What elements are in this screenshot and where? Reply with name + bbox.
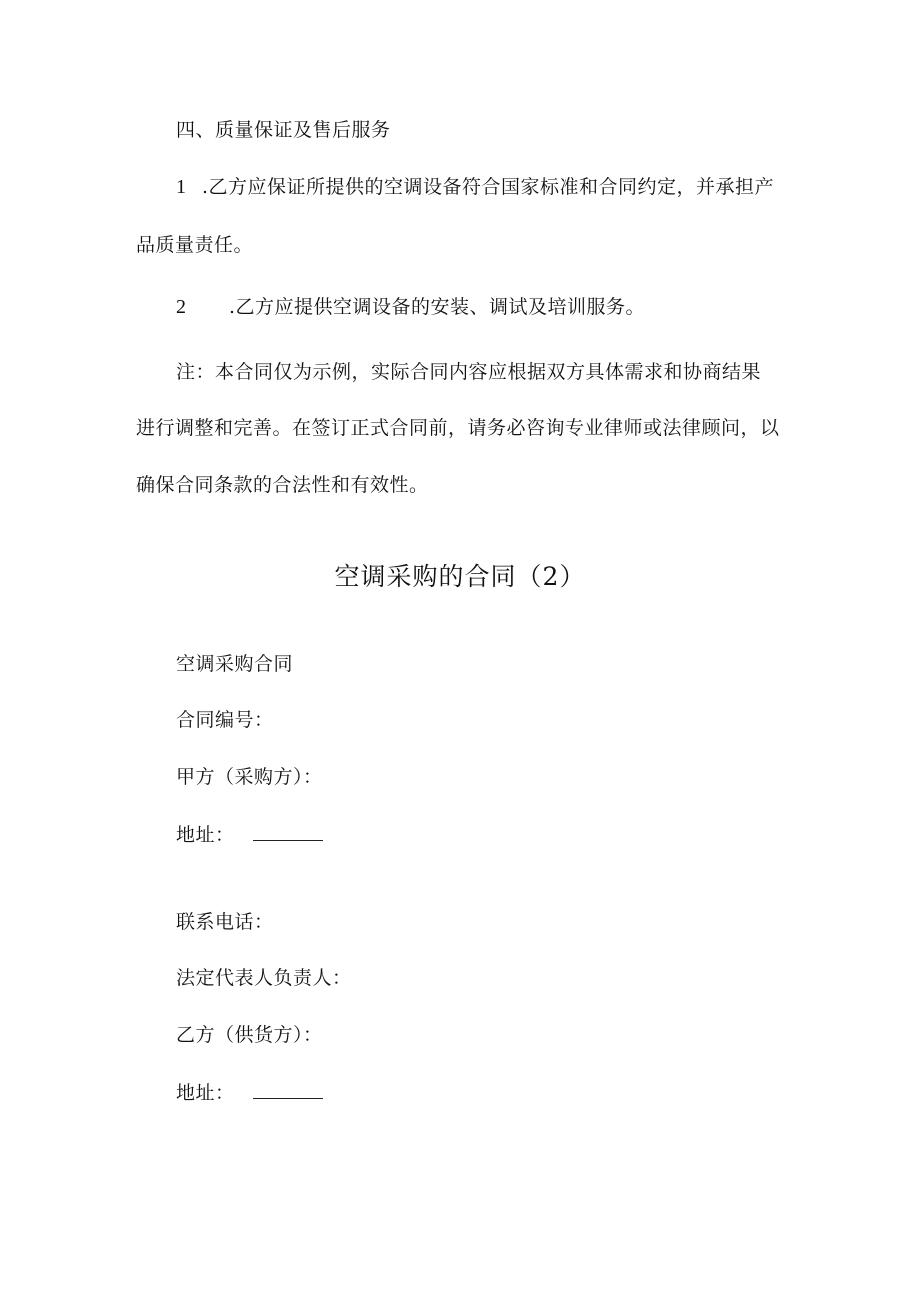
legal-rep-label: 法定代表人负责人：: [176, 967, 352, 989]
item-1-line-2: 品质量责任。: [136, 234, 254, 256]
note-line-1: 注：本合同仅为示例，实际合同内容应根据双方具体需求和协商结果: [176, 361, 762, 383]
party-b-address: [176, 1080, 323, 1105]
item-2-text: .乙方应提供空调设备的安装、调试及培训服务。: [229, 296, 646, 318]
item-1-line-1: [176, 175, 774, 199]
item-1-text: .乙方应保证所提供的空调设备符合国家标准和合同约定，并承担产: [202, 176, 775, 198]
contract-subtitle: 空调采购合同: [176, 653, 294, 675]
contract-title: 空调采购的合同（2）: [334, 562, 586, 591]
party-a-address: [176, 822, 323, 847]
party-a-label: 甲方（采购方）：: [176, 766, 323, 788]
contract-number-label: 合同编号：: [176, 709, 274, 731]
party-b-address-label: 地址：: [176, 1082, 235, 1104]
phone-label: 联系电话：: [176, 911, 274, 933]
note-line-3: 确保合同条款的合法性和有效性。: [136, 474, 429, 496]
section-heading: 四、质量保证及售后服务: [176, 119, 391, 141]
item-2-line: [176, 295, 645, 319]
party-b-address-blank: [253, 1080, 323, 1099]
item-1-number: 1: [176, 176, 187, 198]
note-line-2: 进行调整和完善。在签订正式合同前，请务必咨询专业律师或法律顾问，以: [136, 417, 780, 439]
party-a-address-label: 地址：: [176, 824, 235, 846]
party-b-label: 乙方（供货方）：: [176, 1024, 323, 1046]
item-2-number: 2: [176, 296, 187, 318]
party-a-address-blank: [253, 822, 323, 841]
